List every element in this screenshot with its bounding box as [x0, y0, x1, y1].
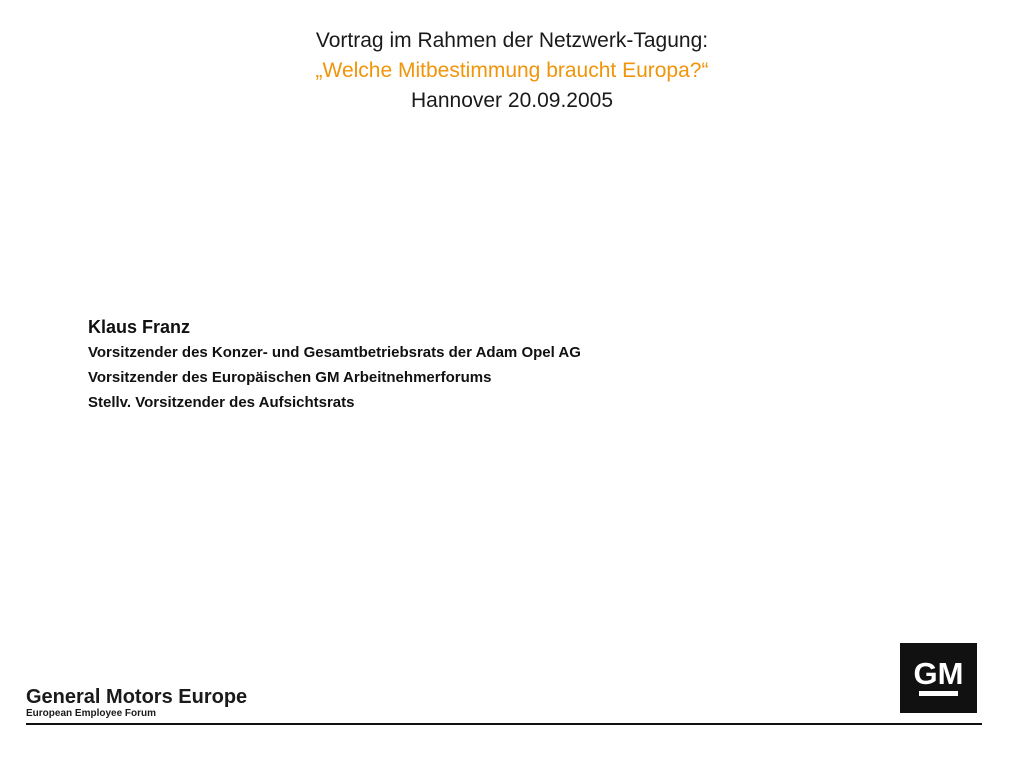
slide-title: [0, 26, 1024, 116]
title-event-line: Vortrag im Rahmen der Netzwerk-Tagung:: [315, 29, 709, 52]
speaker-name: Klaus Franz: [88, 317, 191, 337]
speaker-role: Vorsitzender des Europäischen GM Arbeitnehmerforums: [88, 369, 492, 386]
title-date-line: Hannover 20.09.2005: [411, 89, 613, 112]
title-topic-line: „Welche Mitbestimmung braucht Europa?“: [315, 59, 709, 82]
gm-logo: [900, 643, 977, 713]
speaker-info: [88, 314, 581, 415]
gm-logo-icon: [900, 643, 977, 713]
footer-divider: [26, 723, 982, 725]
speaker-role: Stellv. Vorsitzender des Aufsichtsrats: [88, 394, 355, 411]
gm-logo-text: GM: [913, 656, 964, 691]
gm-logo-underline: [919, 691, 958, 696]
footer-brand-subtitle: European Employee Forum: [26, 708, 157, 719]
footer-brand-title: General Motors Europe: [26, 686, 248, 708]
speaker-role: Vorsitzender des Konzer- und Gesamtbetriebsrats der Adam Opel AG: [88, 344, 581, 361]
footer-brand: [26, 686, 247, 720]
